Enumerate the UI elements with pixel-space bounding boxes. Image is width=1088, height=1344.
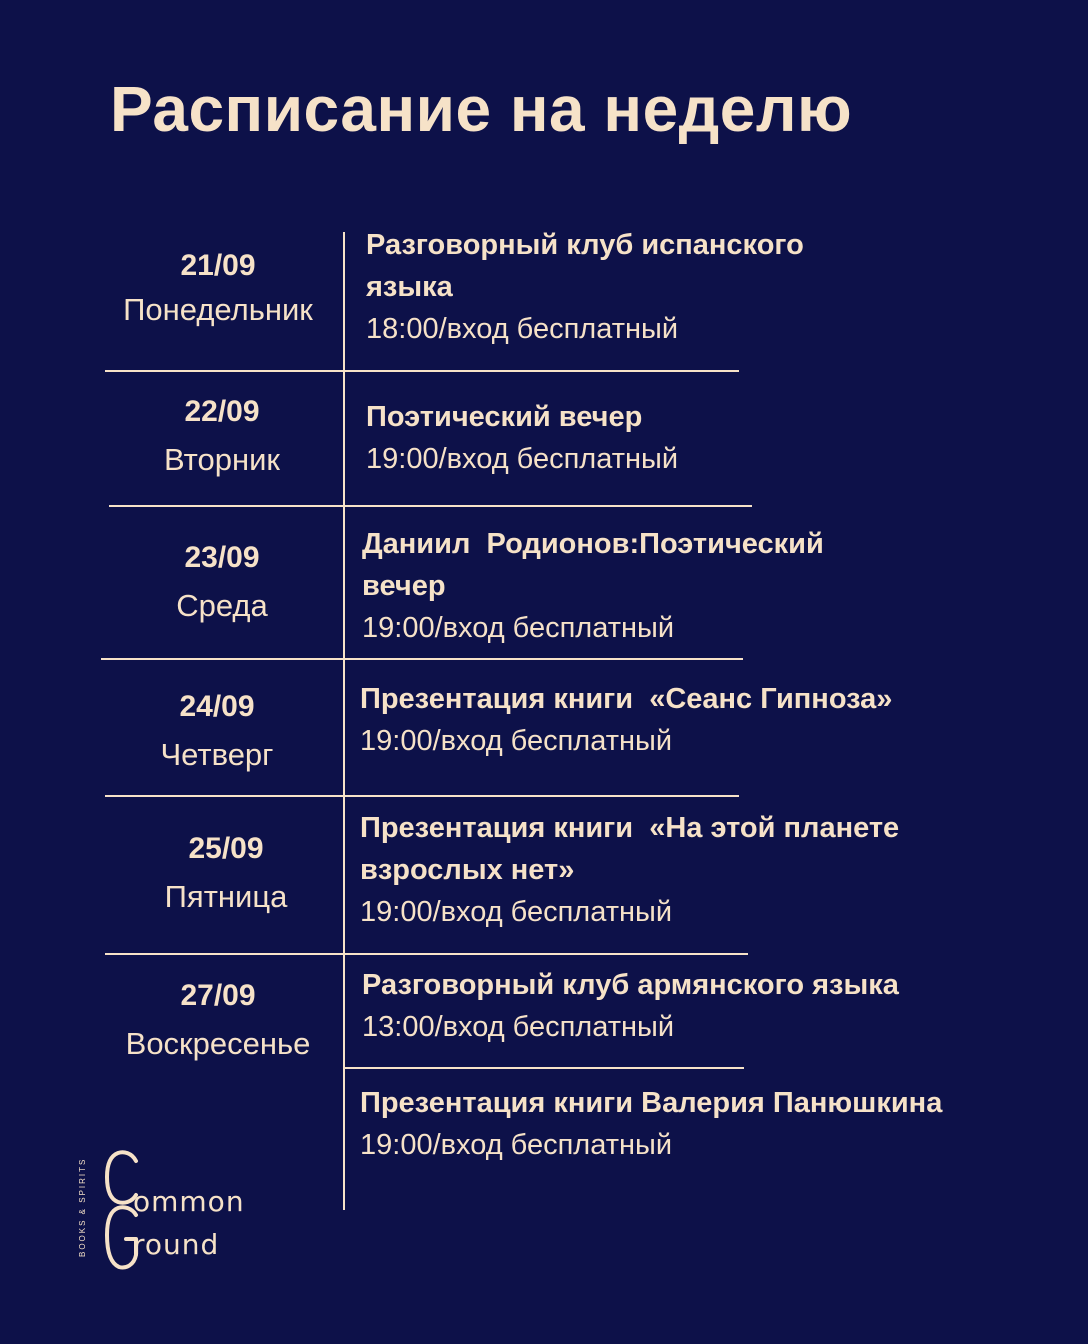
event-title-line: языка <box>366 271 453 303</box>
event-time: 18:00/вход бесплатный <box>366 313 679 345</box>
date-block-tuesday <box>102 394 342 480</box>
row-divider <box>105 370 739 372</box>
row-divider <box>105 795 739 797</box>
row-divider <box>101 658 743 660</box>
date: 23/09 <box>184 541 260 574</box>
event <box>362 523 824 649</box>
event-title-line: Презентация книги «На этой планете <box>360 812 900 844</box>
logo-line-1: ommon <box>133 1185 245 1218</box>
row-divider <box>109 505 752 507</box>
date-block-sunday <box>98 978 338 1064</box>
weekday: Среда <box>176 588 268 623</box>
event-title-line: Презентация книги Валерия Панюшкина <box>360 1087 943 1119</box>
event-divider <box>345 1067 744 1069</box>
weekday: Пятница <box>164 879 288 914</box>
date: 24/09 <box>179 690 255 723</box>
event <box>366 396 678 480</box>
date-block-wednesday <box>102 540 342 626</box>
date: 21/09 <box>180 249 256 282</box>
event-time: 19:00/вход бесплатный <box>362 612 675 644</box>
date-block-friday <box>106 831 346 917</box>
date: 25/09 <box>188 832 264 865</box>
weekday: Вторник <box>164 442 280 477</box>
date: 27/09 <box>180 979 256 1012</box>
event <box>360 1082 942 1166</box>
event-title-line: Поэтический вечер <box>366 401 643 433</box>
event <box>360 678 892 762</box>
event-title-line: Разговорный клуб испанского <box>366 229 804 261</box>
event-time: 19:00/вход бесплатный <box>366 443 679 475</box>
common-ground-logo <box>78 1145 248 1275</box>
event-title-line: Разговорный клуб армянского языка <box>362 969 899 1001</box>
weekday: Понедельник <box>123 292 313 327</box>
date-block-thursday <box>97 689 337 775</box>
page-title: Расписание на неделю <box>110 73 853 145</box>
event-time: 13:00/вход бесплатный <box>362 1011 675 1043</box>
weekday: Четверг <box>160 737 274 772</box>
event-time: 19:00/вход бесплатный <box>360 896 673 928</box>
event-time: 19:00/вход бесплатный <box>360 1129 673 1161</box>
weekday: Воскресенье <box>125 1026 311 1061</box>
vertical-divider <box>343 232 345 1210</box>
event <box>360 807 899 933</box>
date: 22/09 <box>184 395 260 428</box>
event-title-line: вечер <box>362 570 446 602</box>
row-divider <box>105 953 748 955</box>
event-title-line: взрослых нет» <box>360 854 575 886</box>
logo-side-text: BOOKS & SPIRITS <box>78 1157 87 1258</box>
event-time: 19:00/вход бесплатный <box>360 725 673 757</box>
event <box>366 224 804 350</box>
date-block-monday <box>98 248 338 330</box>
event-title-line: Даниил Родионов:Поэтический <box>362 528 824 560</box>
logo-line-2: round <box>133 1228 220 1261</box>
event <box>362 964 899 1048</box>
event-title-line: Презентация книги «Сеанс Гипноза» <box>360 683 893 715</box>
